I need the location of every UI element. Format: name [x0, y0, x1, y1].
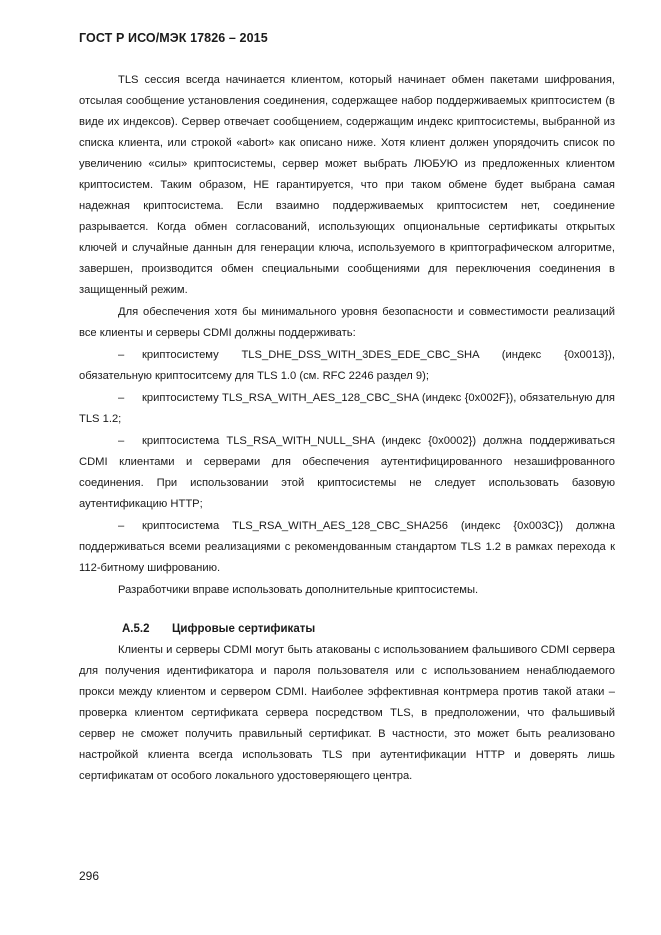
list-item-text: криптосистема TLS_RSA_WITH_AES_128_CBC_SHA256 (индекс {0x003C}) должна поддерживаться всеми реализациями с рекомендованным стандартом TLS 1.2 в рамках перехода к 112-битному шифрованию. [79, 520, 615, 574]
paragraph-tls-session: TLS сессия всегда начинается клиентом, который начинает обмен пакетами шифрования, отсылая сообщение установления соединения, содержащее набор поддерживаемых криптосистем (в виде их индексов). Сервер отвечает сообщением, содержащим индекс криптосистемы, выбранной из списка клиента, или строкой «abort» как описано ниже. Хотя клиент должен упорядочить список по увеличению «силы» криптосистемы, сервер может выбрать ЛЮБУЮ из предложенных клиентом криптосистем. Таким образом, НЕ гарантируется, что при таком обмене будет выбрана самая надежная криптосистема. Если взаимно поддерживаемых криптосистем нет, соединение разрывается. Когда обмен согласований, использующих опциональные сертификаты открытых ключей и случайные даннын для генерации ключа, используемого в криптографическом алгоритме, завершен, производится обмен специальными сообщениями для переключения соединения в защищенный режим. [79, 74, 615, 296]
list-dash: – [118, 520, 125, 532]
paragraph-requirements: Для обеспечения хотя бы минимального уровня безопасности и совместимости реализаций все клиенты и серверы CDMI должны поддерживать: [79, 306, 615, 339]
list-item [79, 516, 615, 579]
list-item-text: криптосистема TLS_RSA_WITH_NULL_SHA (индекс {0x0002}) должна поддерживаться CDMI клиентами и серверами для обеспечения аутентифицированного незашифрованного соединения. При использовании этой криптосистемы не следует использовать базовую аутентификацию HTTP; [79, 435, 615, 510]
subsection-heading [79, 619, 615, 640]
list-item [79, 388, 615, 430]
document-header: ГОСТ Р ИСО/МЭК 17826 – 2015 [79, 31, 268, 45]
list-dash: – [118, 435, 125, 447]
page-body [79, 70, 615, 787]
paragraph-certificates: Клиенты и серверы CDMI могут быть атакованы с использованием фальшивого CDMI сервера для получения идентификатора и пароля пользователя или с использованием ненаблюдаемого прокси между клиентом и сервером CDMI. Наиболее эффективная контрмера против такой атаки – проверка клиентом сертификата сервера посредством TLS, в предположении, что фальшивый сервер не сможет получить правильный сертификат. В частности, это может быть реализовано настройкой клиента всегда использовать TLS при аутентификации HTTP и доверять лишь сертификатам от особого локального удостоверяющего центра. [79, 644, 615, 782]
list-item-text: криптосистему TLS_DHE_DSS_WITH_3DES_EDE_CBC_SHA (индекс {0x0013}), обязательную криптоситсему для TLS 1.0 (см. RFC 2246 раздел 9); [79, 349, 615, 382]
subsection-title: Цифровые сертификаты [172, 623, 316, 635]
page-number: 296 [79, 869, 100, 883]
subsection-number: А.5.2 [122, 623, 150, 635]
paragraph-closing: Разработчики вправе использовать дополнительные криптосистемы. [118, 584, 479, 596]
list-dash: – [118, 392, 125, 404]
list-item [79, 345, 615, 387]
list-item [79, 431, 615, 515]
list-dash: – [118, 349, 125, 361]
list-item-text: криптосистему TLS_RSA_WITH_AES_128_CBC_SHA (индекс {0x002F}), обязательную для TLS 1.2; [79, 392, 615, 425]
